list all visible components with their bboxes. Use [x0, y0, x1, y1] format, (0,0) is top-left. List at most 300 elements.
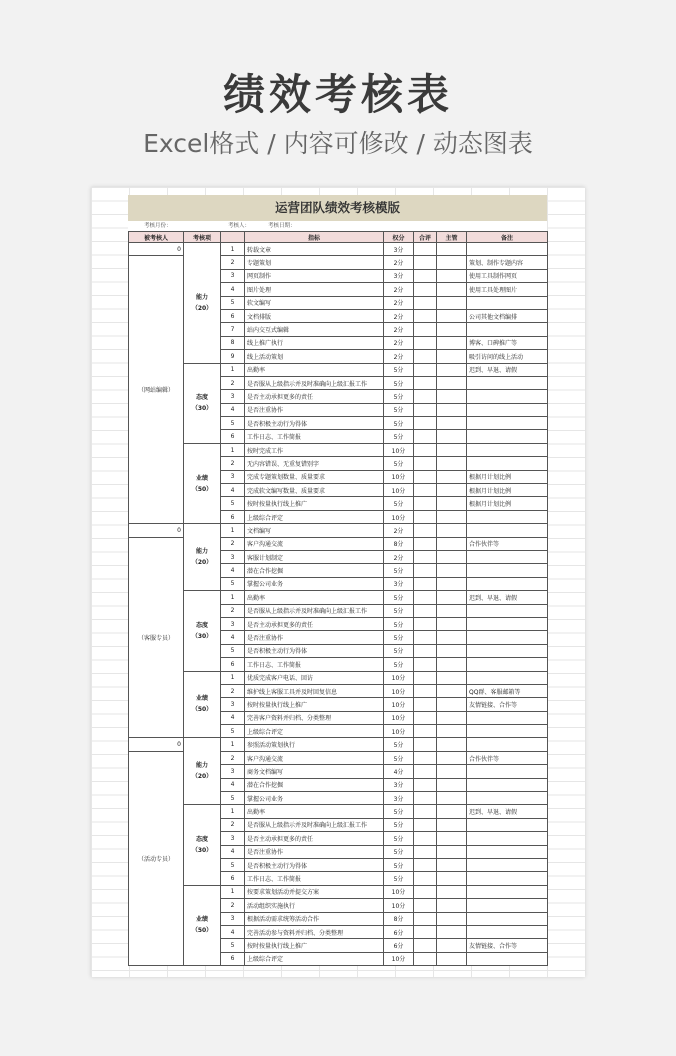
item-index: 3	[221, 390, 245, 403]
item-weight: 2分	[384, 309, 414, 322]
item-index: 5	[221, 417, 245, 430]
item-indicator: 按时完成工作	[245, 443, 384, 456]
item-indicator: 出勤率	[245, 363, 384, 376]
meta-date: 考核日期：	[268, 223, 296, 229]
item-self-score	[414, 497, 437, 510]
item-remark: 根据月计划比例	[467, 470, 548, 483]
page-title: 绩效考核表	[222, 70, 453, 119]
item-indicator: 根据活动需求统筹活动合作	[245, 912, 384, 925]
item-supervisor-score	[437, 457, 467, 470]
table-row	[129, 443, 548, 456]
item-weight: 8分	[384, 537, 414, 550]
item-index: 2	[221, 537, 245, 550]
item-supervisor-score	[437, 497, 467, 510]
item-supervisor-score	[437, 925, 467, 938]
item-indicator: 专题策划	[245, 256, 384, 269]
item-remark	[467, 658, 548, 671]
item-indicator: 是否注重协作	[245, 403, 384, 416]
item-index: 4	[221, 484, 245, 497]
item-self-score	[414, 885, 437, 898]
item-self-score	[414, 671, 437, 684]
category-cell	[184, 671, 221, 738]
category-cell	[184, 591, 221, 671]
item-indicator: 按时按量执行线上推广	[245, 698, 384, 711]
item-indicator: 客服计划制定	[245, 550, 384, 563]
item-weight: 5分	[384, 832, 414, 845]
item-indicator: 软文编写	[245, 296, 384, 309]
item-indicator: 完善客户资料并归档、分类整理	[245, 711, 384, 724]
item-self-score	[414, 564, 437, 577]
item-index: 6	[221, 872, 245, 885]
item-self-score	[414, 403, 437, 416]
item-indicator: 上级综合评定	[245, 510, 384, 523]
category-name: 能力	[195, 548, 208, 556]
item-remark	[467, 510, 548, 523]
item-weight: 3分	[384, 269, 414, 282]
item-remark: 迟到、早退、请假	[467, 591, 548, 604]
item-weight: 5分	[384, 644, 414, 657]
item-supervisor-score	[437, 872, 467, 885]
item-remark: 合作伙伴等	[467, 751, 548, 764]
item-self-score	[414, 390, 437, 403]
item-remark	[467, 296, 548, 309]
item-supervisor-score	[437, 443, 467, 456]
item-indicator: 文档编写	[245, 524, 384, 537]
item-indicator: 完成专题策划数量、质量要求	[245, 470, 384, 483]
item-self-score	[414, 417, 437, 430]
group-score: 0	[129, 243, 184, 256]
item-supervisor-score	[437, 778, 467, 791]
item-weight: 5分	[384, 858, 414, 871]
item-self-score	[414, 510, 437, 523]
item-supervisor-score	[437, 524, 467, 537]
item-supervisor-score	[437, 644, 467, 657]
item-supervisor-score	[437, 858, 467, 871]
item-weight: 5分	[384, 631, 414, 644]
item-supervisor-score	[437, 510, 467, 523]
item-weight: 5分	[384, 403, 414, 416]
item-indicator: 是否服从上级指示并及时准确向上级汇报工作	[245, 818, 384, 831]
item-indicator: 是否主动承担更多的责任	[245, 617, 384, 630]
category-weight: （20）	[191, 559, 213, 567]
item-remark	[467, 912, 548, 925]
item-remark: 使用工具制作网页	[467, 269, 548, 282]
item-index: 3	[221, 765, 245, 778]
item-weight: 5分	[384, 658, 414, 671]
item-supervisor-score	[437, 323, 467, 336]
dept-cell: （网站编辑）	[129, 256, 184, 524]
item-weight: 5分	[384, 738, 414, 751]
item-self-score	[414, 577, 437, 590]
item-index: 1	[221, 805, 245, 818]
category-name: 态度	[195, 836, 208, 844]
item-index: 4	[221, 283, 245, 296]
item-indicator: 是否积极主动行为得体	[245, 644, 384, 657]
item-supervisor-score	[437, 256, 467, 269]
item-index: 5	[221, 858, 245, 871]
item-self-score	[414, 457, 437, 470]
item-self-score	[414, 256, 437, 269]
item-indicator: 上级综合评定	[245, 725, 384, 738]
item-self-score	[414, 484, 437, 497]
category-weight: （50）	[191, 485, 213, 493]
item-weight: 5分	[384, 604, 414, 617]
category-name: 业绩	[195, 695, 208, 703]
item-remark	[467, 443, 548, 456]
meta-row	[128, 221, 547, 231]
item-index: 8	[221, 336, 245, 349]
item-remark: 根据月计划比例	[467, 484, 548, 497]
item-index: 4	[221, 778, 245, 791]
item-weight: 5分	[384, 430, 414, 443]
item-index: 1	[221, 591, 245, 604]
item-self-score	[414, 805, 437, 818]
item-supervisor-score	[437, 845, 467, 858]
item-index: 5	[221, 497, 245, 510]
item-self-score	[414, 296, 437, 309]
item-supervisor-score	[437, 403, 467, 416]
item-supervisor-score	[437, 243, 467, 256]
item-remark	[467, 417, 548, 430]
item-weight: 10分	[384, 725, 414, 738]
item-index: 3	[221, 617, 245, 630]
item-remark: 迟到、早退、请假	[467, 363, 548, 376]
item-supervisor-score	[437, 617, 467, 630]
item-supervisor-score	[437, 912, 467, 925]
category-weight: （50）	[191, 706, 213, 714]
category-weight: （20）	[191, 304, 213, 312]
item-self-score	[414, 631, 437, 644]
item-weight: 5分	[384, 751, 414, 764]
item-index: 2	[221, 457, 245, 470]
item-supervisor-score	[437, 832, 467, 845]
item-remark	[467, 845, 548, 858]
item-remark	[467, 457, 548, 470]
item-index: 4	[221, 925, 245, 938]
item-self-score	[414, 617, 437, 630]
group-score-row	[129, 243, 548, 256]
table-row	[129, 363, 548, 376]
item-self-score	[414, 711, 437, 724]
item-remark	[467, 604, 548, 617]
item-self-score	[414, 323, 437, 336]
item-index: 4	[221, 403, 245, 416]
item-indicator: 是否主动承担更多的责任	[245, 390, 384, 403]
item-weight: 3分	[384, 792, 414, 805]
item-remark	[467, 792, 548, 805]
item-indicator: 文档排版	[245, 309, 384, 322]
item-weight: 10分	[384, 470, 414, 483]
column-header: 主管	[437, 232, 467, 243]
meta-period: 考核月份：	[144, 223, 172, 229]
item-indicator: 站内交互式编辑	[245, 323, 384, 336]
meta-person: 考核人：	[228, 223, 251, 229]
item-indicator: 出勤率	[245, 805, 384, 818]
item-self-score	[414, 751, 437, 764]
category-cell	[184, 524, 221, 591]
category-weight: （50）	[191, 927, 213, 935]
item-indicator: 商务文档编写	[245, 765, 384, 778]
item-supervisor-score	[437, 336, 467, 349]
item-remark: 友情链接、合作等	[467, 939, 548, 952]
item-index: 3	[221, 269, 245, 282]
item-self-score	[414, 738, 437, 751]
item-supervisor-score	[437, 818, 467, 831]
category-weight: （30）	[191, 405, 213, 413]
item-supervisor-score	[437, 631, 467, 644]
item-index: 2	[221, 376, 245, 389]
item-self-score	[414, 430, 437, 443]
item-remark	[467, 711, 548, 724]
item-self-score	[414, 845, 437, 858]
item-index: 3	[221, 912, 245, 925]
category-name: 态度	[195, 621, 208, 629]
spreadsheet-preview	[91, 187, 585, 977]
item-weight: 10分	[384, 510, 414, 523]
item-indicator: 工作日志、工作简报	[245, 430, 384, 443]
item-indicator: 掌握公司业务	[245, 792, 384, 805]
item-index: 1	[221, 363, 245, 376]
item-remark	[467, 564, 548, 577]
item-weight: 5分	[384, 363, 414, 376]
item-supervisor-score	[437, 363, 467, 376]
kpi-table	[128, 231, 548, 966]
item-weight: 10分	[384, 671, 414, 684]
item-supervisor-score	[437, 470, 467, 483]
item-self-score	[414, 658, 437, 671]
item-indicator: 上级综合评定	[245, 952, 384, 965]
category-weight: （20）	[191, 773, 213, 781]
item-remark	[467, 631, 548, 644]
item-index: 9	[221, 350, 245, 363]
item-weight: 10分	[384, 443, 414, 456]
item-index: 5	[221, 644, 245, 657]
item-weight: 2分	[384, 296, 414, 309]
item-indicator: 线上推广执行	[245, 336, 384, 349]
item-supervisor-score	[437, 671, 467, 684]
item-self-score	[414, 243, 437, 256]
item-weight: 8分	[384, 912, 414, 925]
category-name: 业绩	[195, 474, 208, 482]
item-index: 7	[221, 323, 245, 336]
item-indicator: 掌握公司业务	[245, 577, 384, 590]
category-cell	[184, 243, 221, 364]
group-score-row	[129, 738, 548, 751]
item-supervisor-score	[437, 283, 467, 296]
item-weight: 5分	[384, 818, 414, 831]
item-self-score	[414, 644, 437, 657]
item-supervisor-score	[437, 765, 467, 778]
item-indicator: 是否积极主动行为得体	[245, 417, 384, 430]
item-remark	[467, 858, 548, 871]
item-remark	[467, 725, 548, 738]
item-self-score	[414, 925, 437, 938]
item-indicator: 按要求策划活动并提交方案	[245, 885, 384, 898]
item-indicator: 工作日志、工作简报	[245, 872, 384, 885]
dept-cell: （活动专员）	[129, 751, 184, 965]
item-weight: 10分	[384, 899, 414, 912]
item-supervisor-score	[437, 792, 467, 805]
category-cell	[184, 885, 221, 965]
item-index: 3	[221, 698, 245, 711]
item-indicator: 图片处理	[245, 283, 384, 296]
item-self-score	[414, 470, 437, 483]
item-index: 5	[221, 792, 245, 805]
item-index: 4	[221, 564, 245, 577]
table-row	[129, 805, 548, 818]
item-supervisor-score	[437, 591, 467, 604]
column-header	[221, 232, 245, 243]
item-index: 2	[221, 899, 245, 912]
item-indicator: 客户沟通交流	[245, 751, 384, 764]
item-self-score	[414, 952, 437, 965]
item-index: 3	[221, 550, 245, 563]
item-weight: 5分	[384, 805, 414, 818]
item-remark	[467, 872, 548, 885]
item-weight: 3分	[384, 778, 414, 791]
item-remark: 博客、口碑推广等	[467, 336, 548, 349]
category-name: 业绩	[195, 916, 208, 924]
item-supervisor-score	[437, 577, 467, 590]
item-weight: 2分	[384, 323, 414, 336]
item-remark	[467, 390, 548, 403]
item-self-score	[414, 899, 437, 912]
item-remark	[467, 952, 548, 965]
item-remark: 策划、制作专题内容	[467, 256, 548, 269]
page-subtitle: Excel格式 / 内容可修改 / 动态图表	[143, 129, 533, 158]
item-self-score	[414, 912, 437, 925]
item-supervisor-score	[437, 390, 467, 403]
item-weight: 5分	[384, 872, 414, 885]
item-indicator: 是否注重协作	[245, 845, 384, 858]
item-remark: 吸引访问的线上活动	[467, 350, 548, 363]
item-self-score	[414, 765, 437, 778]
item-weight: 3分	[384, 243, 414, 256]
item-index: 5	[221, 577, 245, 590]
item-indicator: 网页制作	[245, 269, 384, 282]
item-indicator: 参照活动策划执行	[245, 738, 384, 751]
item-remark	[467, 644, 548, 657]
item-remark	[467, 430, 548, 443]
item-remark: 根据月计划比例	[467, 497, 548, 510]
item-indicator: 是否注重协作	[245, 631, 384, 644]
item-index: 2	[221, 751, 245, 764]
item-remark	[467, 925, 548, 938]
item-remark	[467, 323, 548, 336]
item-index: 5	[221, 939, 245, 952]
item-self-score	[414, 818, 437, 831]
item-indicator: 优质完成客户电话、回访	[245, 671, 384, 684]
item-self-score	[414, 604, 437, 617]
item-supervisor-score	[437, 484, 467, 497]
item-index: 1	[221, 243, 245, 256]
item-index: 1	[221, 443, 245, 456]
category-name: 能力	[195, 293, 208, 301]
item-supervisor-score	[437, 658, 467, 671]
item-remark	[467, 577, 548, 590]
item-indicator: 转载文章	[245, 243, 384, 256]
category-cell	[184, 805, 221, 885]
item-indicator: 工作日志、工作简报	[245, 658, 384, 671]
item-index: 6	[221, 309, 245, 322]
item-weight: 5分	[384, 497, 414, 510]
item-remark	[467, 403, 548, 416]
item-remark	[467, 899, 548, 912]
item-index: 4	[221, 845, 245, 858]
item-index: 2	[221, 818, 245, 831]
column-header: 备注	[467, 232, 548, 243]
item-supervisor-score	[437, 751, 467, 764]
item-self-score	[414, 591, 437, 604]
column-header: 被考核人	[129, 232, 184, 243]
item-remark	[467, 778, 548, 791]
item-indicator: 完善活动参与资料并归档、分类整理	[245, 925, 384, 938]
item-self-score	[414, 443, 437, 456]
group-score: 0	[129, 738, 184, 751]
table-header-row	[129, 232, 548, 243]
item-index: 2	[221, 604, 245, 617]
item-self-score	[414, 698, 437, 711]
item-self-score	[414, 858, 437, 871]
item-weight: 10分	[384, 684, 414, 697]
item-supervisor-score	[437, 309, 467, 322]
item-weight: 2分	[384, 283, 414, 296]
item-indicator: 活动组织实施执行	[245, 899, 384, 912]
item-indicator: 出勤率	[245, 591, 384, 604]
item-index: 2	[221, 256, 245, 269]
group-score-row	[129, 524, 548, 537]
item-indicator: 是否积极主动行为得体	[245, 858, 384, 871]
item-weight: 4分	[384, 765, 414, 778]
item-weight: 5分	[384, 617, 414, 630]
item-supervisor-score	[437, 711, 467, 724]
column-header: 合评	[414, 232, 437, 243]
table-row	[129, 671, 548, 684]
item-weight: 5分	[384, 591, 414, 604]
item-index: 6	[221, 510, 245, 523]
item-self-score	[414, 376, 437, 389]
item-weight: 2分	[384, 256, 414, 269]
item-weight: 5分	[384, 457, 414, 470]
item-self-score	[414, 550, 437, 563]
item-weight: 10分	[384, 711, 414, 724]
item-index: 2	[221, 684, 245, 697]
item-indicator: 按时按量执行线上推广	[245, 939, 384, 952]
column-header: 考核项	[184, 232, 221, 243]
category-name: 能力	[195, 762, 208, 770]
item-supervisor-score	[437, 725, 467, 738]
item-indicator: 客户沟通交流	[245, 537, 384, 550]
table-row	[129, 591, 548, 604]
item-self-score	[414, 778, 437, 791]
item-remark	[467, 738, 548, 751]
column-header: 权分	[384, 232, 414, 243]
item-weight: 6分	[384, 939, 414, 952]
item-indicator: 潜在合作挖掘	[245, 564, 384, 577]
item-remark: 合作伙伴等	[467, 537, 548, 550]
item-index: 6	[221, 430, 245, 443]
item-index: 6	[221, 658, 245, 671]
item-remark	[467, 617, 548, 630]
item-self-score	[414, 725, 437, 738]
item-indicator: 维护线上客服工具并及时回复信息	[245, 684, 384, 697]
item-weight: 2分	[384, 350, 414, 363]
category-cell	[184, 363, 221, 443]
group-score: 0	[129, 524, 184, 537]
item-self-score	[414, 309, 437, 322]
item-self-score	[414, 283, 437, 296]
item-weight: 10分	[384, 952, 414, 965]
